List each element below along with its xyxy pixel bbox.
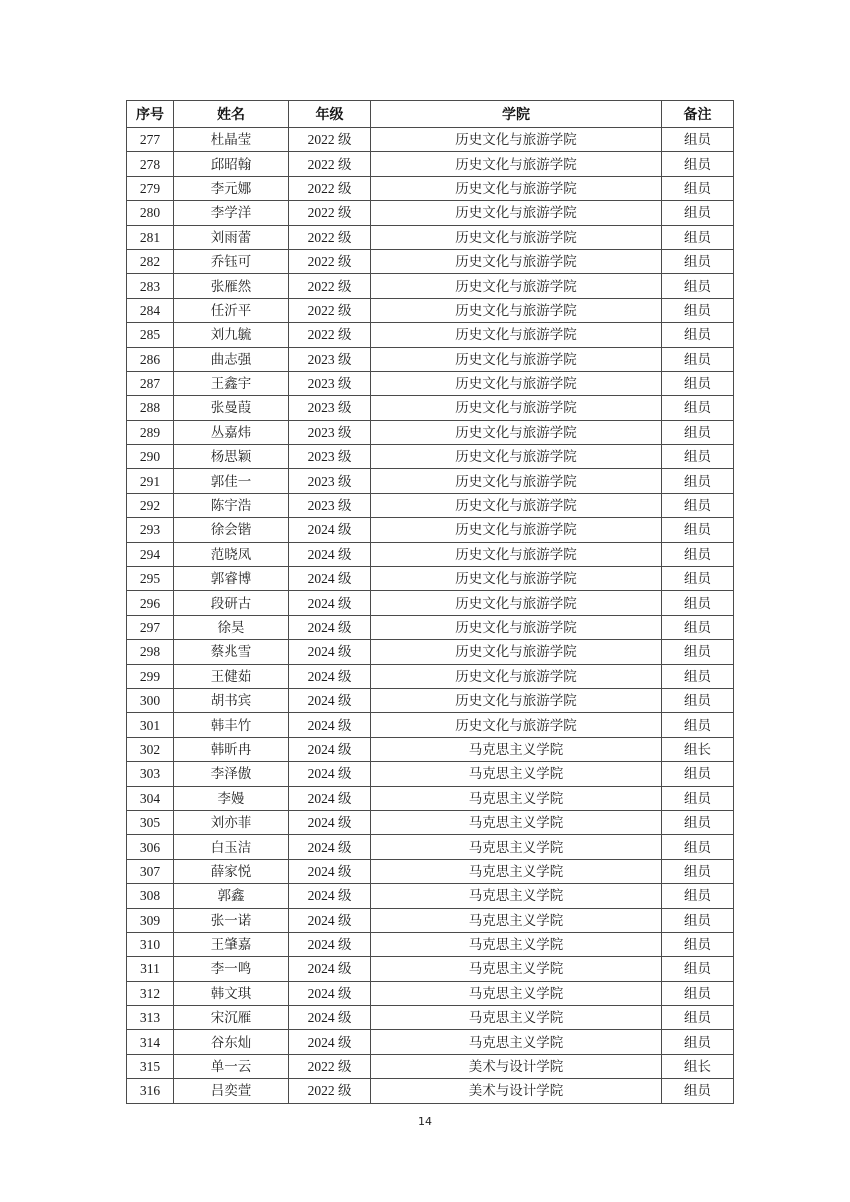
cell-name: 郭睿博 bbox=[174, 567, 289, 591]
cell-remark: 组员 bbox=[662, 518, 734, 542]
table-row bbox=[127, 249, 734, 273]
cell-remark: 组员 bbox=[662, 493, 734, 517]
header-serial-number: 序号 bbox=[127, 101, 174, 128]
cell-college: 历史文化与旅游学院 bbox=[371, 493, 662, 517]
table-row bbox=[127, 371, 734, 395]
cell-name: 李学洋 bbox=[174, 201, 289, 225]
cell-name: 张一诺 bbox=[174, 908, 289, 932]
cell-college: 历史文化与旅游学院 bbox=[371, 323, 662, 347]
cell-college: 历史文化与旅游学院 bbox=[371, 664, 662, 688]
cell-grade: 2024 级 bbox=[289, 957, 371, 981]
cell-grade: 2024 级 bbox=[289, 810, 371, 834]
cell-name: 李一鸣 bbox=[174, 957, 289, 981]
cell-remark: 组员 bbox=[662, 713, 734, 737]
cell-remark: 组员 bbox=[662, 1079, 734, 1103]
cell-college: 历史文化与旅游学院 bbox=[371, 152, 662, 176]
cell-grade: 2022 级 bbox=[289, 176, 371, 200]
cell-college: 马克思主义学院 bbox=[371, 1030, 662, 1054]
cell-serial-number: 280 bbox=[127, 201, 174, 225]
cell-grade: 2024 级 bbox=[289, 664, 371, 688]
cell-name: 邱昭翰 bbox=[174, 152, 289, 176]
cell-grade: 2024 级 bbox=[289, 567, 371, 591]
cell-grade: 2022 级 bbox=[289, 274, 371, 298]
cell-college: 马克思主义学院 bbox=[371, 737, 662, 761]
table-row bbox=[127, 981, 734, 1005]
cell-grade: 2024 级 bbox=[289, 542, 371, 566]
cell-name: 宋沉雁 bbox=[174, 1006, 289, 1030]
cell-remark: 组员 bbox=[662, 371, 734, 395]
cell-remark: 组员 bbox=[662, 859, 734, 883]
cell-remark: 组员 bbox=[662, 249, 734, 273]
cell-college: 马克思主义学院 bbox=[371, 908, 662, 932]
cell-name: 谷东灿 bbox=[174, 1030, 289, 1054]
cell-college: 历史文化与旅游学院 bbox=[371, 249, 662, 273]
table-row bbox=[127, 347, 734, 371]
cell-grade: 2024 级 bbox=[289, 591, 371, 615]
cell-serial-number: 312 bbox=[127, 981, 174, 1005]
cell-name: 李嫚 bbox=[174, 786, 289, 810]
cell-remark: 组员 bbox=[662, 201, 734, 225]
cell-college: 历史文化与旅游学院 bbox=[371, 591, 662, 615]
cell-name: 刘九毓 bbox=[174, 323, 289, 347]
cell-college: 历史文化与旅游学院 bbox=[371, 688, 662, 712]
cell-name: 曲志强 bbox=[174, 347, 289, 371]
cell-remark: 组员 bbox=[662, 298, 734, 322]
cell-grade: 2022 级 bbox=[289, 225, 371, 249]
cell-grade: 2024 级 bbox=[289, 884, 371, 908]
cell-grade: 2024 级 bbox=[289, 713, 371, 737]
cell-serial-number: 288 bbox=[127, 396, 174, 420]
cell-college: 历史文化与旅游学院 bbox=[371, 371, 662, 395]
cell-name: 王肇嘉 bbox=[174, 932, 289, 956]
table-row bbox=[127, 640, 734, 664]
cell-serial-number: 291 bbox=[127, 469, 174, 493]
cell-serial-number: 307 bbox=[127, 859, 174, 883]
cell-grade: 2022 级 bbox=[289, 201, 371, 225]
cell-grade: 2022 级 bbox=[289, 152, 371, 176]
cell-grade: 2023 级 bbox=[289, 420, 371, 444]
cell-serial-number: 305 bbox=[127, 810, 174, 834]
table-row bbox=[127, 859, 734, 883]
cell-college: 马克思主义学院 bbox=[371, 835, 662, 859]
cell-remark: 组员 bbox=[662, 323, 734, 347]
cell-college: 历史文化与旅游学院 bbox=[371, 469, 662, 493]
cell-remark: 组员 bbox=[662, 542, 734, 566]
cell-serial-number: 301 bbox=[127, 713, 174, 737]
cell-serial-number: 285 bbox=[127, 323, 174, 347]
cell-serial-number: 286 bbox=[127, 347, 174, 371]
cell-grade: 2022 级 bbox=[289, 1054, 371, 1078]
cell-name: 胡书宾 bbox=[174, 688, 289, 712]
cell-grade: 2024 级 bbox=[289, 640, 371, 664]
cell-college: 历史文化与旅游学院 bbox=[371, 567, 662, 591]
cell-serial-number: 289 bbox=[127, 420, 174, 444]
cell-name: 王鑫宇 bbox=[174, 371, 289, 395]
cell-name: 王健茹 bbox=[174, 664, 289, 688]
table-row bbox=[127, 713, 734, 737]
cell-remark: 组员 bbox=[662, 786, 734, 810]
cell-serial-number: 298 bbox=[127, 640, 174, 664]
cell-grade: 2023 级 bbox=[289, 371, 371, 395]
roster-table-body bbox=[127, 128, 734, 1104]
cell-name: 乔钰可 bbox=[174, 249, 289, 273]
cell-grade: 2022 级 bbox=[289, 323, 371, 347]
cell-serial-number: 290 bbox=[127, 445, 174, 469]
cell-grade: 2024 级 bbox=[289, 762, 371, 786]
cell-grade: 2023 级 bbox=[289, 445, 371, 469]
cell-grade: 2024 级 bbox=[289, 688, 371, 712]
cell-grade: 2024 级 bbox=[289, 1030, 371, 1054]
cell-name: 张雁然 bbox=[174, 274, 289, 298]
cell-college: 历史文化与旅游学院 bbox=[371, 128, 662, 152]
cell-name: 薛家悦 bbox=[174, 859, 289, 883]
cell-remark: 组员 bbox=[662, 884, 734, 908]
cell-name: 郭鑫 bbox=[174, 884, 289, 908]
header-name: 姓名 bbox=[174, 101, 289, 128]
table-row bbox=[127, 152, 734, 176]
cell-serial-number: 296 bbox=[127, 591, 174, 615]
table-row bbox=[127, 420, 734, 444]
roster-table-header bbox=[127, 101, 734, 128]
cell-grade: 2022 级 bbox=[289, 128, 371, 152]
cell-college: 美术与设计学院 bbox=[371, 1079, 662, 1103]
cell-serial-number: 279 bbox=[127, 176, 174, 200]
cell-name: 杨思颖 bbox=[174, 445, 289, 469]
table-row bbox=[127, 323, 734, 347]
cell-college: 历史文化与旅游学院 bbox=[371, 347, 662, 371]
cell-remark: 组员 bbox=[662, 615, 734, 639]
cell-name: 张曼葭 bbox=[174, 396, 289, 420]
cell-college: 历史文化与旅游学院 bbox=[371, 542, 662, 566]
cell-college: 历史文化与旅游学院 bbox=[371, 201, 662, 225]
table-row bbox=[127, 176, 734, 200]
cell-remark: 组员 bbox=[662, 957, 734, 981]
table-row bbox=[127, 737, 734, 761]
cell-serial-number: 309 bbox=[127, 908, 174, 932]
cell-remark: 组员 bbox=[662, 932, 734, 956]
cell-remark: 组员 bbox=[662, 762, 734, 786]
cell-serial-number: 294 bbox=[127, 542, 174, 566]
header-college: 学院 bbox=[371, 101, 662, 128]
cell-remark: 组员 bbox=[662, 396, 734, 420]
cell-college: 美术与设计学院 bbox=[371, 1054, 662, 1078]
cell-name: 韩文琪 bbox=[174, 981, 289, 1005]
table-row bbox=[127, 810, 734, 834]
cell-college: 马克思主义学院 bbox=[371, 884, 662, 908]
cell-serial-number: 302 bbox=[127, 737, 174, 761]
table-row bbox=[127, 1079, 734, 1103]
cell-college: 历史文化与旅游学院 bbox=[371, 640, 662, 664]
cell-name: 吕奕萱 bbox=[174, 1079, 289, 1103]
table-row bbox=[127, 518, 734, 542]
cell-serial-number: 300 bbox=[127, 688, 174, 712]
cell-grade: 2024 级 bbox=[289, 835, 371, 859]
page-number: 14 bbox=[418, 1115, 432, 1128]
table-row bbox=[127, 298, 734, 322]
cell-college: 历史文化与旅游学院 bbox=[371, 420, 662, 444]
cell-grade: 2024 级 bbox=[289, 737, 371, 761]
cell-grade: 2023 级 bbox=[289, 396, 371, 420]
cell-remark: 组员 bbox=[662, 688, 734, 712]
cell-serial-number: 313 bbox=[127, 1006, 174, 1030]
cell-name: 范晓凤 bbox=[174, 542, 289, 566]
table-row bbox=[127, 957, 734, 981]
roster-table bbox=[126, 100, 734, 1104]
cell-grade: 2024 级 bbox=[289, 518, 371, 542]
cell-remark: 组员 bbox=[662, 1030, 734, 1054]
table-row bbox=[127, 493, 734, 517]
cell-remark: 组员 bbox=[662, 274, 734, 298]
cell-grade: 2022 级 bbox=[289, 298, 371, 322]
cell-college: 历史文化与旅游学院 bbox=[371, 298, 662, 322]
table-row bbox=[127, 762, 734, 786]
cell-college: 历史文化与旅游学院 bbox=[371, 225, 662, 249]
table-row bbox=[127, 1006, 734, 1030]
cell-serial-number: 278 bbox=[127, 152, 174, 176]
cell-serial-number: 316 bbox=[127, 1079, 174, 1103]
cell-serial-number: 315 bbox=[127, 1054, 174, 1078]
table-row bbox=[127, 835, 734, 859]
cell-remark: 组员 bbox=[662, 664, 734, 688]
cell-college: 历史文化与旅游学院 bbox=[371, 445, 662, 469]
cell-grade: 2023 级 bbox=[289, 347, 371, 371]
cell-grade: 2022 级 bbox=[289, 1079, 371, 1103]
cell-college: 历史文化与旅游学院 bbox=[371, 396, 662, 420]
cell-grade: 2024 级 bbox=[289, 859, 371, 883]
cell-serial-number: 277 bbox=[127, 128, 174, 152]
table-row bbox=[127, 1030, 734, 1054]
table-row bbox=[127, 908, 734, 932]
cell-remark: 组员 bbox=[662, 469, 734, 493]
cell-name: 单一云 bbox=[174, 1054, 289, 1078]
cell-college: 马克思主义学院 bbox=[371, 762, 662, 786]
cell-remark: 组员 bbox=[662, 176, 734, 200]
cell-college: 马克思主义学院 bbox=[371, 932, 662, 956]
cell-serial-number: 295 bbox=[127, 567, 174, 591]
header-row bbox=[127, 101, 734, 128]
cell-serial-number: 311 bbox=[127, 957, 174, 981]
table-row bbox=[127, 1054, 734, 1078]
cell-grade: 2024 级 bbox=[289, 615, 371, 639]
table-row bbox=[127, 567, 734, 591]
cell-college: 历史文化与旅游学院 bbox=[371, 274, 662, 298]
cell-name: 李元娜 bbox=[174, 176, 289, 200]
cell-remark: 组员 bbox=[662, 810, 734, 834]
cell-grade: 2024 级 bbox=[289, 1006, 371, 1030]
table-row bbox=[127, 786, 734, 810]
cell-grade: 2024 级 bbox=[289, 786, 371, 810]
cell-college: 历史文化与旅游学院 bbox=[371, 713, 662, 737]
table-row bbox=[127, 542, 734, 566]
cell-serial-number: 299 bbox=[127, 664, 174, 688]
cell-college: 马克思主义学院 bbox=[371, 786, 662, 810]
cell-college: 马克思主义学院 bbox=[371, 810, 662, 834]
cell-remark: 组员 bbox=[662, 640, 734, 664]
cell-grade: 2023 级 bbox=[289, 493, 371, 517]
cell-serial-number: 297 bbox=[127, 615, 174, 639]
cell-remark: 组员 bbox=[662, 908, 734, 932]
cell-grade: 2024 级 bbox=[289, 908, 371, 932]
header-remark: 备注 bbox=[662, 101, 734, 128]
cell-remark: 组员 bbox=[662, 567, 734, 591]
cell-serial-number: 281 bbox=[127, 225, 174, 249]
cell-grade: 2022 级 bbox=[289, 249, 371, 273]
cell-name: 杜晶莹 bbox=[174, 128, 289, 152]
cell-serial-number: 314 bbox=[127, 1030, 174, 1054]
cell-serial-number: 287 bbox=[127, 371, 174, 395]
cell-remark: 组员 bbox=[662, 347, 734, 371]
table-row bbox=[127, 445, 734, 469]
table-row bbox=[127, 591, 734, 615]
cell-name: 陈宇浩 bbox=[174, 493, 289, 517]
cell-name: 徐会锴 bbox=[174, 518, 289, 542]
cell-name: 李泽傲 bbox=[174, 762, 289, 786]
cell-remark: 组员 bbox=[662, 420, 734, 444]
cell-college: 马克思主义学院 bbox=[371, 957, 662, 981]
table-row bbox=[127, 274, 734, 298]
table-row bbox=[127, 884, 734, 908]
cell-remark: 组员 bbox=[662, 591, 734, 615]
cell-name: 韩昕冉 bbox=[174, 737, 289, 761]
cell-remark: 组员 bbox=[662, 152, 734, 176]
cell-grade: 2024 级 bbox=[289, 932, 371, 956]
cell-serial-number: 284 bbox=[127, 298, 174, 322]
cell-college: 历史文化与旅游学院 bbox=[371, 518, 662, 542]
cell-name: 刘亦菲 bbox=[174, 810, 289, 834]
cell-name: 郭佳一 bbox=[174, 469, 289, 493]
cell-name: 任沂平 bbox=[174, 298, 289, 322]
cell-name: 韩丰竹 bbox=[174, 713, 289, 737]
cell-remark: 组员 bbox=[662, 445, 734, 469]
table-row bbox=[127, 932, 734, 956]
cell-college: 马克思主义学院 bbox=[371, 859, 662, 883]
cell-name: 蔡兆雪 bbox=[174, 640, 289, 664]
table-row bbox=[127, 396, 734, 420]
cell-college: 马克思主义学院 bbox=[371, 981, 662, 1005]
cell-remark: 组员 bbox=[662, 128, 734, 152]
cell-serial-number: 308 bbox=[127, 884, 174, 908]
table-row bbox=[127, 615, 734, 639]
cell-serial-number: 310 bbox=[127, 932, 174, 956]
cell-serial-number: 306 bbox=[127, 835, 174, 859]
cell-college: 历史文化与旅游学院 bbox=[371, 176, 662, 200]
cell-serial-number: 283 bbox=[127, 274, 174, 298]
cell-college: 马克思主义学院 bbox=[371, 1006, 662, 1030]
cell-remark: 组员 bbox=[662, 1006, 734, 1030]
table-row bbox=[127, 128, 734, 152]
cell-remark: 组员 bbox=[662, 835, 734, 859]
cell-name: 段研古 bbox=[174, 591, 289, 615]
table-row bbox=[127, 201, 734, 225]
cell-remark: 组长 bbox=[662, 737, 734, 761]
cell-grade: 2024 级 bbox=[289, 981, 371, 1005]
cell-remark: 组长 bbox=[662, 1054, 734, 1078]
cell-name: 丛嘉炜 bbox=[174, 420, 289, 444]
cell-remark: 组员 bbox=[662, 981, 734, 1005]
cell-serial-number: 292 bbox=[127, 493, 174, 517]
cell-serial-number: 282 bbox=[127, 249, 174, 273]
cell-college: 历史文化与旅游学院 bbox=[371, 615, 662, 639]
cell-serial-number: 293 bbox=[127, 518, 174, 542]
cell-serial-number: 303 bbox=[127, 762, 174, 786]
table-row bbox=[127, 469, 734, 493]
cell-name: 刘雨蕾 bbox=[174, 225, 289, 249]
cell-remark: 组员 bbox=[662, 225, 734, 249]
cell-serial-number: 304 bbox=[127, 786, 174, 810]
header-grade: 年级 bbox=[289, 101, 371, 128]
table-row bbox=[127, 664, 734, 688]
cell-name: 白玉洁 bbox=[174, 835, 289, 859]
table-row bbox=[127, 225, 734, 249]
cell-grade: 2023 级 bbox=[289, 469, 371, 493]
cell-name: 徐昊 bbox=[174, 615, 289, 639]
table-row bbox=[127, 688, 734, 712]
